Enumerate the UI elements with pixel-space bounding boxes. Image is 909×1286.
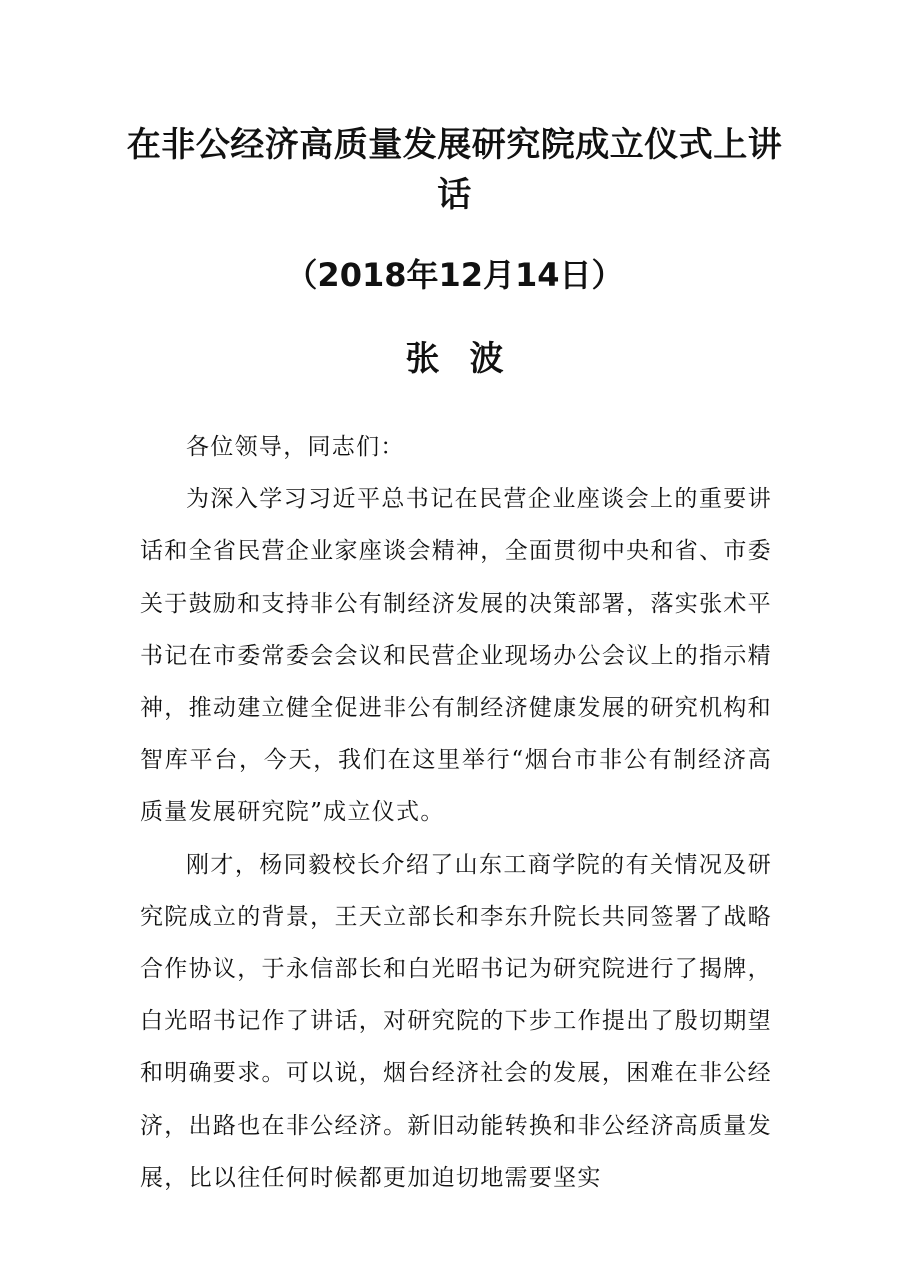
document-title: 在非公经济高质量发展研究院成立仪式上讲话 <box>126 125 783 215</box>
paragraph-2: 刚才，杨同毅校长介绍了山东工商学院的有关情况及研究院成立的背景，王天立部长和李东升院长共同签署了战略合作协议，于永信部长和白光昭书记为研究院进行了揭牌，白光昭书记作了讲话，对研究院的下步工作提出了殷切期望和明确要求。可以说，烟台经济社会的发展，困难在非公经济，出路也在非公经济。新旧动能转换和非公经济高质量发展，比以往任何时候都更加迫切地需要坚实 <box>140 851 772 1191</box>
speaker-name: 张波 <box>405 339 534 379</box>
paragraph-1: 为深入学习习近平总书记在民营企业座谈会上的重要讲话和全省民营企业家座谈会精神，全面贯彻中央和省、市委关于鼓励和支持非公有制经济发展的决策部署，落实张术平书记在市委常委会会议和民营企业现场办公会议上的指示精神，推动建立健全促进非公有制经济健康发展的研究机构和智库平台，今天，我们在这里举行“烟台市非公有制经济高质量发展研究院”成立仪式。 <box>140 486 772 826</box>
speech-body <box>140 421 772 1204</box>
speech-date: （2018年12月14日） <box>285 256 624 294</box>
salutation: 各位领导，同志们： <box>186 434 405 460</box>
